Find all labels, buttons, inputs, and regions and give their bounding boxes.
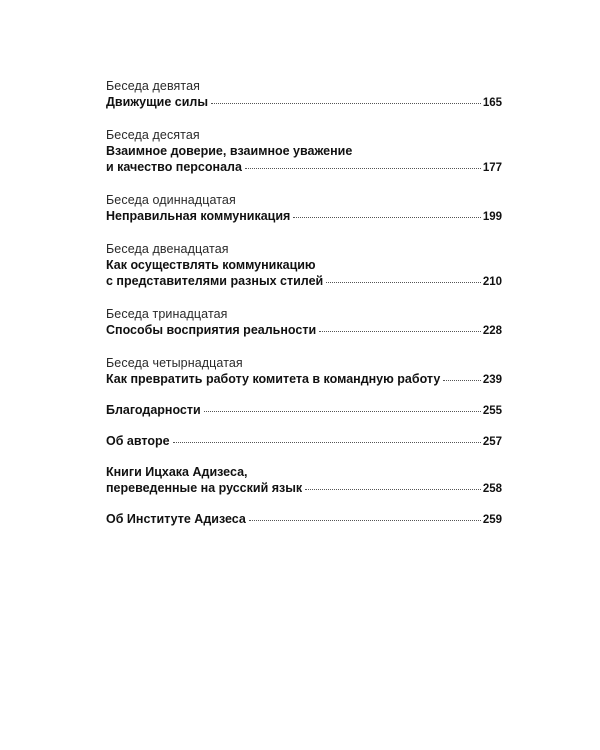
dot-leader <box>319 331 481 332</box>
section-title: Об Институте Адизеса <box>106 512 246 526</box>
chapter-title-continued: с представителями разных стилей <box>106 274 324 288</box>
toc-entry <box>106 241 502 290</box>
dot-leader <box>204 411 481 412</box>
toc-entry-title-line[interactable] <box>106 322 502 339</box>
dot-leader <box>293 217 480 218</box>
conversation-label: Беседа десятая <box>106 128 200 142</box>
conversation-label: Беседа девятая <box>106 79 201 93</box>
dot-leader <box>173 442 481 443</box>
page-number: 165 <box>482 97 502 109</box>
toc-entry-title-line[interactable] <box>106 371 502 388</box>
toc-entry-title-line[interactable] <box>106 273 502 290</box>
toc-entry <box>106 192 502 225</box>
toc-entry-title-line[interactable] <box>106 433 502 450</box>
toc-entry <box>106 306 502 339</box>
chapter-title[interactable]: Как осуществлять коммуникацию <box>106 258 316 272</box>
conversation-label: Беседа одиннадцатая <box>106 193 236 207</box>
section-title: Об авторе <box>106 434 170 448</box>
page-number: 259 <box>482 514 502 526</box>
conversation-label: Беседа четырнадцатая <box>106 356 243 370</box>
section-title-continued: переведенные на русский язык <box>106 481 303 495</box>
page-number: 210 <box>482 276 502 288</box>
toc-entry <box>106 464 502 497</box>
toc-entry <box>106 511 502 528</box>
dot-leader <box>249 520 481 521</box>
table-of-contents <box>106 78 502 528</box>
toc-entry-title-line[interactable] <box>106 480 502 497</box>
toc-entry-title-line[interactable] <box>106 94 502 111</box>
conversation-label: Беседа тринадцатая <box>106 307 228 321</box>
toc-entry <box>106 433 502 450</box>
dot-leader <box>245 168 481 169</box>
toc-entry-title-line[interactable] <box>106 208 502 225</box>
conversation-label: Беседа двенадцатая <box>106 242 229 256</box>
section-title: Благодарности <box>106 403 201 417</box>
toc-entry <box>106 402 502 419</box>
page-number: 258 <box>482 483 502 495</box>
toc-entry <box>106 78 502 111</box>
toc-entry <box>106 355 502 388</box>
toc-entry <box>106 127 502 176</box>
toc-entry-title-line[interactable] <box>106 511 502 528</box>
section-title[interactable]: Книги Ицхака Адизеса, <box>106 465 248 479</box>
page-number: 228 <box>482 325 502 337</box>
chapter-title[interactable]: Взаимное доверие, взаимное уважение <box>106 144 353 158</box>
toc-entry-title-line[interactable] <box>106 159 502 176</box>
chapter-title: Движущие силы <box>106 95 208 109</box>
dot-leader <box>443 380 481 381</box>
dot-leader <box>211 103 481 104</box>
chapter-title: Неправильная коммуникация <box>106 209 291 223</box>
toc-entry-title-line[interactable] <box>106 402 502 419</box>
chapter-title-continued: и качество персонала <box>106 160 242 174</box>
chapter-title: Как превратить работу комитета в командную работу <box>106 372 441 386</box>
page-number: 199 <box>482 211 502 223</box>
dot-leader <box>326 282 481 283</box>
page-number: 255 <box>482 405 502 417</box>
page-number: 257 <box>482 436 502 448</box>
page-number: 177 <box>482 162 502 174</box>
dot-leader <box>305 489 481 490</box>
page-number: 239 <box>482 374 502 386</box>
chapter-title: Способы восприятия реальности <box>106 323 317 337</box>
